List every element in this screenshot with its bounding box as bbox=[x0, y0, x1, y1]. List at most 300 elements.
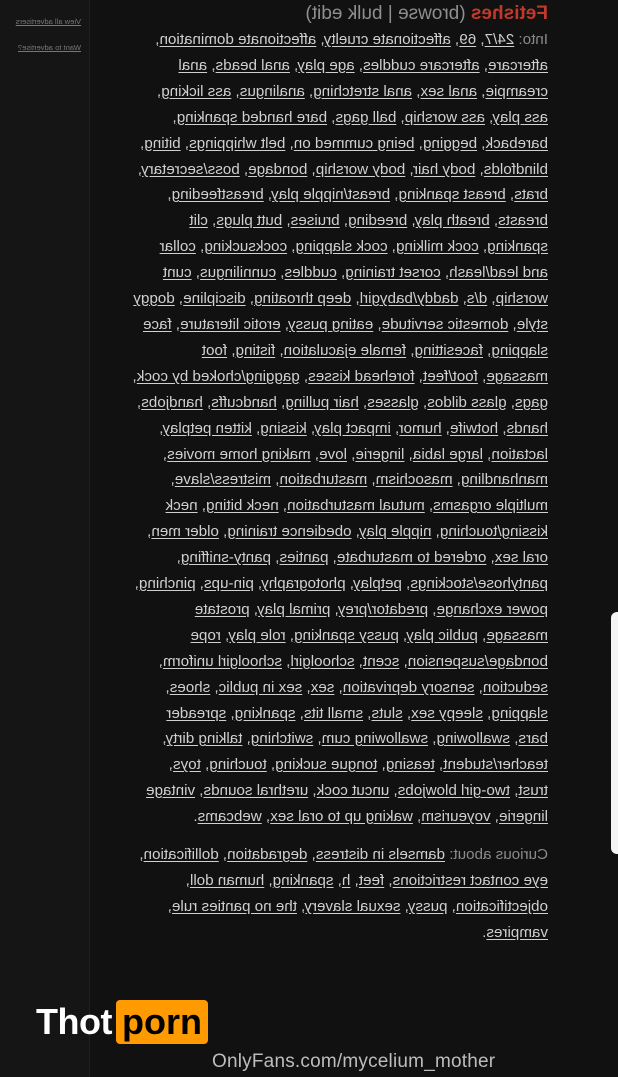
list-separator: , bbox=[159, 419, 164, 437]
into-tag[interactable]: ass play bbox=[493, 108, 548, 126]
list-separator: , bbox=[510, 730, 519, 748]
list-separator: , bbox=[136, 393, 142, 411]
list-separator: , bbox=[484, 108, 494, 126]
list-separator: , bbox=[207, 212, 217, 230]
into-tag[interactable]: 24/7 bbox=[484, 31, 515, 48]
list-separator: , bbox=[134, 575, 139, 593]
into-tag[interactable]: affectionate domination bbox=[159, 31, 317, 48]
into-tag[interactable]: facesitting bbox=[414, 341, 483, 359]
into-tag[interactable]: love bbox=[319, 445, 347, 463]
list-separator: , bbox=[278, 497, 288, 515]
into-tag[interactable]: manhandling bbox=[461, 471, 548, 489]
into-tag[interactable]: spanking bbox=[234, 704, 296, 722]
into-tag[interactable]: breast spanking bbox=[398, 186, 506, 204]
into-tag[interactable]: gagging/choked by cock bbox=[136, 367, 300, 385]
into-tag[interactable]: seduction bbox=[482, 678, 548, 696]
list-separator: , bbox=[202, 393, 212, 411]
into-tag[interactable]: clit spanking bbox=[189, 212, 548, 256]
into-tag[interactable]: ass worship bbox=[404, 108, 485, 126]
into-tag[interactable]: mutual masturbation bbox=[287, 497, 425, 515]
list-separator: , bbox=[428, 730, 437, 748]
list-separator: , bbox=[389, 782, 398, 800]
into-tag[interactable]: small tits bbox=[303, 704, 364, 722]
list-separator: , bbox=[418, 393, 428, 411]
list-separator: , bbox=[139, 846, 144, 864]
into-tag[interactable]: touching bbox=[209, 756, 267, 774]
into-tag[interactable]: breast/nipple play bbox=[272, 186, 391, 204]
curious-tag[interactable]: pussy bbox=[408, 897, 448, 915]
list-separator: , bbox=[508, 315, 517, 333]
list-separator: , bbox=[180, 134, 190, 152]
into-tag[interactable]: power exchange bbox=[436, 600, 548, 618]
into-tag[interactable]: schoolgirl uniform bbox=[162, 652, 282, 670]
list-separator: , bbox=[351, 290, 360, 308]
list-separator: , bbox=[282, 212, 291, 230]
list-separator: , bbox=[162, 445, 168, 463]
into-tag[interactable]: spreader bars bbox=[166, 704, 548, 748]
list-separator: , bbox=[195, 238, 205, 256]
curious-tag[interactable]: feet bbox=[358, 872, 385, 889]
list-separator: , bbox=[477, 134, 486, 152]
curious-tag[interactable]: damsels in distress bbox=[315, 846, 445, 864]
list-separator: , bbox=[271, 549, 280, 567]
into-tag[interactable]: large labia bbox=[412, 445, 483, 463]
list-separator: , bbox=[251, 419, 261, 437]
list-separator: , bbox=[390, 186, 399, 204]
list-separator: . bbox=[193, 808, 198, 826]
list-separator: , bbox=[231, 82, 240, 100]
list-separator: , bbox=[506, 393, 516, 411]
into-tag[interactable]: deep throating bbox=[254, 290, 352, 308]
into-tag[interactable]: breastfeeding bbox=[171, 186, 264, 204]
list-separator: , bbox=[264, 872, 273, 889]
list-separator: , bbox=[487, 290, 496, 308]
list-separator: , bbox=[165, 678, 170, 696]
list-separator: , bbox=[441, 419, 451, 437]
list-separator: , bbox=[249, 600, 259, 618]
list-separator: , bbox=[162, 730, 167, 748]
into-tag[interactable]: ball gags bbox=[335, 108, 397, 126]
into-tag[interactable]: erotic literature bbox=[180, 315, 281, 333]
into-tag[interactable]: talking dirty bbox=[166, 730, 243, 748]
list-separator: , bbox=[218, 846, 228, 864]
list-separator: , bbox=[172, 108, 177, 126]
into-tag[interactable]: switching bbox=[250, 730, 314, 748]
into-tag[interactable]: cock milking bbox=[396, 238, 479, 256]
list-separator: , bbox=[474, 678, 483, 696]
list-separator: , bbox=[287, 238, 296, 256]
into-tag[interactable]: panty-sniffing bbox=[180, 549, 272, 567]
list-separator: , bbox=[266, 756, 276, 774]
into-tag[interactable]: handcuffs bbox=[211, 393, 277, 411]
into-tag[interactable]: vintage lingerie bbox=[146, 782, 548, 826]
into-tag[interactable]: cunt worship bbox=[162, 264, 548, 308]
list-separator: , bbox=[431, 523, 440, 541]
into-tag[interactable]: anal stretching bbox=[313, 82, 413, 100]
into-items bbox=[133, 31, 548, 825]
list-separator: , bbox=[280, 315, 290, 333]
list-separator: , bbox=[200, 756, 210, 774]
into-tag[interactable]: handjobs bbox=[141, 393, 203, 411]
into-tag[interactable]: foot/feet bbox=[423, 367, 478, 385]
curious-tag[interactable]: the no panties rule bbox=[171, 897, 297, 915]
into-tag[interactable]: anal sex bbox=[420, 82, 478, 100]
list-separator: , bbox=[350, 872, 359, 889]
list-separator: , bbox=[185, 872, 190, 889]
into-tag[interactable]: mistress/slave bbox=[174, 471, 272, 489]
thotporn-logo bbox=[36, 998, 208, 1046]
into-tag[interactable]: anal beads bbox=[215, 56, 290, 74]
list-separator: , bbox=[327, 108, 336, 126]
into-tag[interactable]: older men bbox=[151, 523, 219, 541]
into-tag[interactable]: eating pussy bbox=[289, 315, 374, 333]
want-to-advertise-link[interactable]: Want to advertise? bbox=[17, 43, 81, 52]
list-separator: , bbox=[428, 600, 437, 618]
list-separator: , bbox=[289, 56, 299, 74]
into-tag[interactable]: gags bbox=[515, 393, 548, 411]
into-tag[interactable]: scent bbox=[363, 652, 400, 670]
list-separator: , bbox=[261, 808, 271, 826]
list-separator: , bbox=[197, 497, 207, 515]
into-tag[interactable]: cocksucking bbox=[204, 238, 288, 256]
into-tag[interactable]: predator/prey bbox=[338, 600, 429, 618]
into-tag[interactable]: sluts bbox=[371, 704, 403, 722]
into-tag[interactable]: pin-ups bbox=[204, 575, 254, 593]
list-separator: , bbox=[339, 212, 349, 230]
list-separator: , bbox=[307, 846, 316, 864]
into-tag[interactable]: two-girl blowjobs bbox=[397, 782, 510, 800]
list-separator: , bbox=[510, 782, 519, 800]
list-separator: , bbox=[414, 367, 424, 385]
list-separator: , bbox=[302, 678, 311, 696]
list-separator: , bbox=[434, 756, 444, 774]
into-tag[interactable]: masochism bbox=[375, 471, 453, 489]
into-tag[interactable]: multiple orgasms bbox=[433, 497, 548, 515]
fetishes-title[interactable]: Fetishes bbox=[470, 3, 548, 24]
fetish-profile-section bbox=[132, 0, 548, 946]
into-tag[interactable]: 69 bbox=[459, 31, 477, 48]
into-tag[interactable]: fisting bbox=[235, 341, 276, 359]
list-separator: , bbox=[390, 419, 400, 437]
into-tag[interactable]: sleepy sex bbox=[411, 704, 483, 722]
into-tag[interactable]: kissing bbox=[260, 419, 307, 437]
list-separator: , bbox=[363, 704, 372, 722]
list-separator: , bbox=[440, 264, 450, 282]
list-separator: , bbox=[414, 134, 423, 152]
into-tag[interactable]: panties bbox=[279, 549, 329, 567]
list-separator: , bbox=[452, 471, 462, 489]
list-separator: , bbox=[489, 212, 499, 230]
into-tag[interactable]: pussy spanking bbox=[294, 626, 399, 644]
into-tag[interactable]: hands bbox=[506, 419, 548, 437]
list-separator: , bbox=[478, 238, 488, 256]
into-tag[interactable]: cunnilingus bbox=[200, 264, 277, 282]
list-separator: , bbox=[328, 549, 337, 567]
list-separator: , bbox=[479, 56, 489, 74]
list-separator: , bbox=[387, 238, 397, 256]
into-tag[interactable]: d/s bbox=[466, 290, 488, 308]
into-tag[interactable]: biting bbox=[144, 134, 181, 152]
list-separator: , bbox=[307, 160, 316, 178]
into-tag[interactable]: belt whippings bbox=[189, 134, 286, 152]
into-tag[interactable]: urethral sounds bbox=[203, 782, 309, 800]
into-tag[interactable]: schoolgirl bbox=[290, 652, 355, 670]
into-tag[interactable]: hair pulling bbox=[285, 393, 359, 411]
list-separator: , bbox=[399, 652, 408, 670]
into-tag[interactable]: breeding bbox=[348, 212, 408, 230]
list-separator: , bbox=[170, 471, 175, 489]
into-tag[interactable]: daddy/babygirl bbox=[359, 290, 459, 308]
list-separator: , bbox=[412, 82, 421, 100]
list-separator: , bbox=[195, 782, 204, 800]
into-tag[interactable]: pantyhose/stockings bbox=[410, 575, 548, 593]
list-separator: , bbox=[347, 445, 356, 463]
into-tag[interactable]: affectionate cruelty bbox=[324, 31, 451, 48]
list-separator: , bbox=[167, 186, 172, 204]
list-separator: , bbox=[313, 730, 322, 748]
list-separator: , bbox=[227, 341, 236, 359]
view-all-advertisers-link[interactable]: View all advertisers bbox=[15, 17, 81, 26]
curious-tag[interactable]: sexual slavery bbox=[305, 897, 401, 915]
into-tag[interactable]: photography bbox=[262, 575, 346, 593]
list-separator: , bbox=[191, 264, 201, 282]
into-tag[interactable]: face slapping bbox=[143, 315, 548, 359]
list-separator: , bbox=[281, 652, 291, 670]
into-tag[interactable]: bruises bbox=[290, 212, 340, 230]
curious-tag[interactable]: eye contact restrictions bbox=[392, 872, 548, 889]
list-separator: , bbox=[398, 626, 408, 644]
into-tag[interactable]: toys bbox=[173, 756, 201, 774]
list-separator: , bbox=[476, 31, 485, 48]
into-tag[interactable]: masturbation bbox=[279, 471, 368, 489]
list-separator: . bbox=[482, 923, 487, 941]
list-separator: , bbox=[308, 782, 317, 800]
into-tag[interactable]: breasts bbox=[498, 212, 548, 230]
into-tag[interactable]: blindfolds bbox=[483, 160, 548, 178]
into-tag[interactable]: anal creampie bbox=[178, 56, 548, 100]
into-tag[interactable]: aftercare bbox=[488, 56, 548, 74]
list-separator: , bbox=[482, 704, 492, 722]
into-tag[interactable]: brats bbox=[514, 186, 548, 204]
list-separator: , bbox=[239, 160, 249, 178]
list-separator: , bbox=[167, 897, 172, 915]
into-tag[interactable]: ass licking bbox=[161, 82, 232, 100]
list-separator: , bbox=[396, 108, 405, 126]
list-separator: , bbox=[245, 290, 255, 308]
list-separator: , bbox=[505, 186, 515, 204]
into-tag[interactable]: role play bbox=[229, 626, 286, 644]
list-separator: , bbox=[147, 523, 152, 541]
into-tag[interactable]: pinching bbox=[138, 575, 196, 593]
list-separator: , bbox=[299, 367, 309, 385]
list-separator: , bbox=[475, 160, 484, 178]
logo-text-left: Thot bbox=[36, 1001, 112, 1042]
list-separator: , bbox=[304, 82, 314, 100]
into-tag[interactable]: begging bbox=[423, 134, 478, 152]
into-tag[interactable]: rope bondage/suspension bbox=[190, 626, 548, 670]
into-tag[interactable]: boss/secretary bbox=[142, 160, 240, 178]
into-tag[interactable]: tongue sucking bbox=[275, 756, 378, 774]
list-separator: , bbox=[158, 652, 163, 670]
list-separator: , bbox=[354, 56, 364, 74]
list-separator: , bbox=[276, 264, 285, 282]
list-separator: , bbox=[296, 897, 306, 915]
list-separator: , bbox=[358, 393, 368, 411]
into-tag[interactable]: being cummed on bbox=[293, 134, 415, 152]
list-separator: , bbox=[402, 704, 412, 722]
into-tag[interactable]: humor bbox=[399, 419, 442, 437]
advertisers-sidebar bbox=[0, 0, 90, 1077]
list-separator: , bbox=[400, 897, 409, 915]
into-tag[interactable]: collar and lead/leash bbox=[159, 238, 548, 282]
into-tag[interactable]: uncut cock bbox=[316, 782, 390, 800]
list-separator: , bbox=[330, 600, 339, 618]
into-tag[interactable]: glasses bbox=[367, 393, 419, 411]
list-separator: , bbox=[220, 626, 230, 644]
list-separator: , bbox=[498, 419, 507, 437]
browse-bulk-edit-links[interactable]: (browse | bulk edit) bbox=[305, 3, 466, 24]
into-tag[interactable]: kitten petplay bbox=[163, 419, 252, 437]
list-separator: , bbox=[336, 264, 346, 282]
list-separator: , bbox=[195, 575, 205, 593]
into-tag[interactable]: sensory deprivation bbox=[342, 678, 475, 696]
list-separator: , bbox=[482, 341, 492, 359]
logo-text-right: porn bbox=[116, 1000, 208, 1044]
into-tag[interactable]: lactation bbox=[491, 445, 548, 463]
into-tag[interactable]: sex in public bbox=[218, 678, 303, 696]
into-tag[interactable]: prostate massage bbox=[194, 600, 548, 644]
list-separator: , bbox=[285, 626, 295, 644]
curious-tag[interactable]: h bbox=[341, 872, 351, 889]
curious-tag[interactable]: vampires bbox=[486, 923, 548, 941]
list-separator: , bbox=[174, 290, 184, 308]
curious-list bbox=[132, 842, 548, 946]
list-separator: , bbox=[407, 212, 416, 230]
into-tag[interactable]: impact play bbox=[315, 419, 391, 437]
list-separator: , bbox=[226, 704, 235, 722]
into-tag[interactable]: butt plugs bbox=[216, 212, 283, 230]
into-tag[interactable]: webcams bbox=[197, 808, 262, 826]
curious-tag[interactable]: spanking bbox=[272, 872, 334, 889]
into-tag[interactable]: forehead kisses bbox=[308, 367, 415, 385]
into-tag[interactable]: female ejaculation bbox=[283, 341, 407, 359]
list-separator: , bbox=[316, 31, 325, 48]
into-tag[interactable]: hotwife bbox=[450, 419, 499, 437]
list-separator: , bbox=[242, 730, 251, 748]
list-separator: , bbox=[367, 471, 376, 489]
into-tag[interactable]: making home movies bbox=[167, 445, 311, 463]
into-tag[interactable]: age play bbox=[298, 56, 355, 74]
list-separator: , bbox=[253, 575, 263, 593]
list-separator: , bbox=[384, 872, 393, 889]
list-separator: , bbox=[285, 134, 294, 152]
into-tag[interactable]: body worship bbox=[315, 160, 406, 178]
list-separator: , bbox=[276, 393, 286, 411]
into-tag[interactable]: swallowing cum bbox=[321, 730, 429, 748]
into-tag[interactable]: domestic servitude bbox=[381, 315, 509, 333]
list-separator: , bbox=[155, 31, 160, 48]
list-separator: , bbox=[207, 56, 216, 74]
list-separator: , bbox=[306, 419, 316, 437]
list-separator: , bbox=[218, 523, 228, 541]
list-separator: , bbox=[157, 82, 162, 100]
list-separator: , bbox=[401, 575, 411, 593]
list-separator: , bbox=[447, 897, 456, 915]
curious-tag[interactable]: degradation bbox=[227, 846, 308, 864]
into-tag[interactable]: petplay bbox=[354, 575, 402, 593]
section-header bbox=[132, 1, 548, 27]
curious-tag[interactable]: objectification bbox=[455, 897, 548, 915]
into-tag[interactable]: shoes bbox=[169, 678, 211, 696]
list-separator: , bbox=[450, 31, 460, 48]
into-tag[interactable]: trust bbox=[518, 782, 548, 800]
into-tag[interactable]: bareback bbox=[485, 134, 548, 152]
into-tag[interactable]: neck kissing/touching bbox=[165, 497, 548, 541]
into-tag[interactable]: analingus bbox=[239, 82, 305, 100]
into-tag[interactable]: cock slapping bbox=[295, 238, 388, 256]
into-tag[interactable]: breath play bbox=[415, 212, 490, 230]
into-tag[interactable]: sex bbox=[310, 678, 335, 696]
list-separator: , bbox=[486, 549, 495, 567]
list-separator: , bbox=[377, 756, 386, 774]
into-tag[interactable]: nipple play bbox=[359, 523, 432, 541]
list-separator: , bbox=[354, 652, 364, 670]
into-tag[interactable]: obedience training bbox=[227, 523, 352, 541]
into-tag[interactable]: teacher/student bbox=[443, 756, 548, 774]
into-tag[interactable]: body hair bbox=[413, 160, 476, 178]
into-tag[interactable]: cuddles bbox=[284, 264, 337, 282]
list-separator: , bbox=[482, 445, 492, 463]
into-tag[interactable]: corset training bbox=[345, 264, 441, 282]
list-separator: , bbox=[373, 315, 382, 333]
into-tag[interactable]: doggy style bbox=[133, 290, 548, 333]
into-tag[interactable]: neck biting bbox=[206, 497, 279, 515]
curious-label: Curious about: bbox=[449, 846, 548, 864]
into-tag[interactable]: bondage bbox=[248, 160, 308, 178]
into-tag[interactable]: swallowing bbox=[436, 730, 510, 748]
list-separator: , bbox=[263, 186, 273, 204]
into-tag[interactable]: bare handed spanking bbox=[176, 108, 328, 126]
scroll-handle[interactable] bbox=[611, 612, 618, 854]
list-separator: , bbox=[424, 497, 434, 515]
into-tag[interactable]: teasing bbox=[385, 756, 435, 774]
into-tag[interactable]: primal play bbox=[258, 600, 331, 618]
list-separator: , bbox=[176, 549, 181, 567]
into-tag[interactable]: discipline bbox=[183, 290, 246, 308]
list-separator: , bbox=[351, 523, 360, 541]
list-separator: , bbox=[477, 626, 487, 644]
into-tag[interactable]: public play bbox=[407, 626, 478, 644]
into-tag[interactable]: voyeurism bbox=[421, 808, 491, 826]
into-tag[interactable]: waking up to oral sex bbox=[270, 808, 413, 826]
into-tag[interactable]: lingerie bbox=[355, 445, 405, 463]
curious-tag[interactable]: human doll bbox=[189, 872, 265, 889]
list-separator: , bbox=[405, 160, 414, 178]
into-tag[interactable]: slapping bbox=[491, 704, 548, 722]
into-tag[interactable]: ordered to masturbate bbox=[336, 549, 487, 567]
list-separator: , bbox=[275, 341, 284, 359]
curious-tag[interactable]: dollification bbox=[143, 846, 219, 864]
into-tag[interactable]: aftercare cuddles bbox=[363, 56, 480, 74]
into-tag[interactable]: foot massage bbox=[201, 341, 548, 385]
list-separator: , bbox=[345, 575, 355, 593]
list-separator: , bbox=[271, 471, 280, 489]
into-tag[interactable]: glass dildos bbox=[427, 393, 507, 411]
list-separator: , bbox=[334, 678, 343, 696]
list-separator: , bbox=[137, 160, 143, 178]
into-tag[interactable]: oral sex bbox=[494, 549, 548, 567]
list-separator: , bbox=[140, 134, 145, 152]
